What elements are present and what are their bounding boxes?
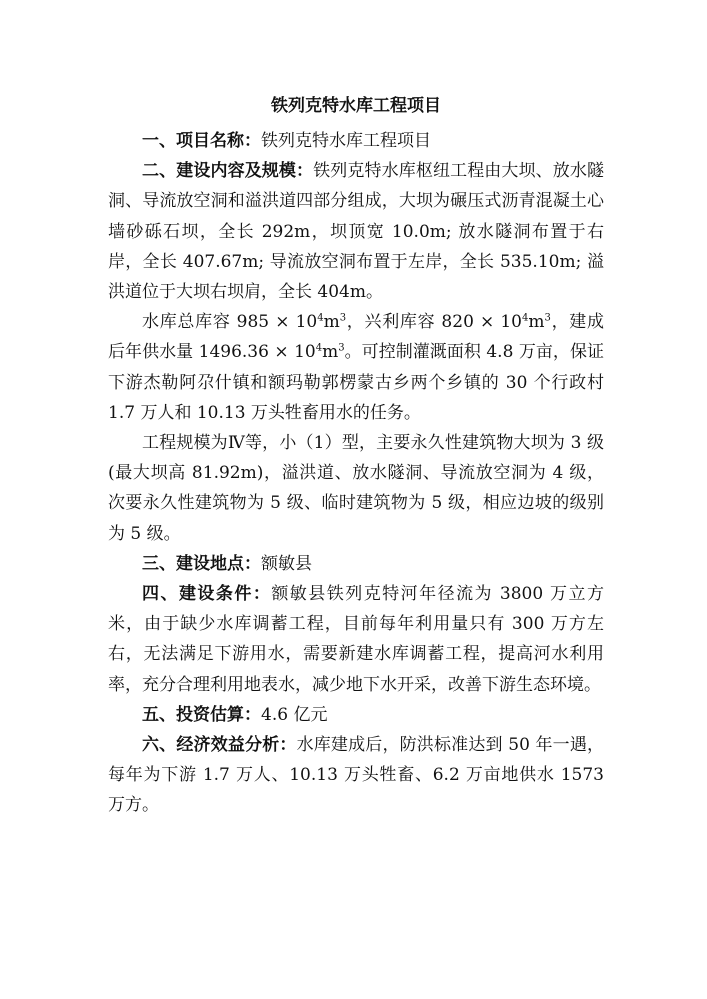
superscript: 4 — [315, 342, 323, 354]
text-run: m — [528, 312, 545, 333]
text-run: ，建成后年供水量 1496.36 × 10 — [108, 312, 604, 363]
text-run: 。可控制灌溉面积 4.8 万亩，保证下游杰勒阿尕什镇和额玛勒郭楞蒙古乡两个乡镇的 30 个行政村 1.7 万人和 10.13 万头牲畜用水的任务。 — [108, 342, 605, 423]
text-run: 水库总库容 985 × 10 — [142, 312, 318, 333]
section-text: 4.6 亿元 — [261, 704, 328, 725]
text-run: ，兴利库容 820 × 10 — [346, 312, 522, 333]
text-run: m — [323, 312, 340, 333]
section-investment — [108, 700, 604, 730]
section-text: 铁列克特水库工程项目 — [261, 131, 431, 151]
section-text: 额敏县 — [261, 553, 312, 574]
section-project-name — [108, 126, 604, 156]
superscript: 3 — [338, 342, 345, 354]
section-heading: 一、项目名称： — [142, 131, 261, 151]
superscript: 4 — [317, 312, 324, 324]
section-text: 铁列克特水库枢纽工程由大坝、放水隧洞、导流放空洞和溢洪道四部分组成，大坝为碾压式沥青混凝土心墙砂砾石坝，全长 292m，坝顶宽 10.0m; 放水隧洞布置于右岸，全长 407.67m; 导流放空洞布置于左岸，全长 535.10m; 溢洪道位于大坝右坝肩，全长 404m。 — [108, 161, 605, 303]
section-heading: 五、投资估算： — [142, 704, 261, 725]
section-text: 水库建成后，防洪标准达到 50 年一遇，每年为下游 1.7 万人、10.13 万头牲畜、6.2 万亩地供水 1573 万方。 — [108, 735, 604, 816]
superscript: 4 — [521, 312, 529, 324]
superscript: 3 — [544, 312, 551, 324]
section-heading: 四、建设条件： — [142, 584, 272, 605]
section-conditions — [108, 579, 604, 700]
section-heading: 二、建设内容及规模： — [142, 161, 314, 182]
section-construction-content — [108, 156, 604, 307]
scale-paragraph: 工程规模为Ⅳ等，小（1）型，主要永久性建筑物大坝为 3 级(最大坝高 81.92m)，溢洪道、放水隧洞、导流放空洞为 4 级，次要永久性建筑物为 5 级、临时建筑物为 5 级，相应边坡的级别为 5 级。 — [108, 433, 604, 544]
document-page — [108, 92, 604, 821]
text-run: m — [322, 342, 339, 363]
section-text: 额敏县铁列克特河年径流为 3800 万立方米，由于缺少水库调蓄工程，目前每年利用量只有 300 万方左右，无法满足下游用水，需要新建水库调蓄工程，提高河水利用率，充分合理利用地表水，减少地下水开采，改善下游生态环境。 — [108, 584, 604, 695]
document-title: 铁列克特水库工程项目 — [271, 96, 441, 116]
superscript: 3 — [339, 312, 347, 324]
section-location — [108, 549, 604, 579]
section-heading: 三、建设地点： — [142, 553, 261, 574]
capacity-paragraph — [108, 307, 604, 428]
section-heading: 六、经济效益分析： — [142, 735, 297, 756]
section-economic-analysis — [108, 730, 604, 821]
